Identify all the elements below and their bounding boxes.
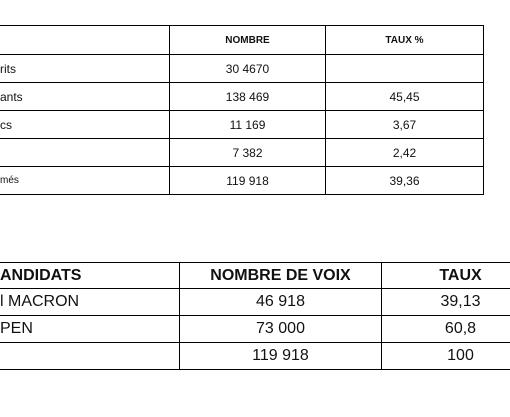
row-label: rits [0,55,170,83]
table-row [0,167,484,195]
table-row [0,55,484,83]
row-taux: 45,45 [326,83,484,111]
table-row [0,316,510,343]
row-label: més [0,167,170,195]
table-row [0,289,510,316]
row-taux [326,55,484,83]
row-nombre: 119 918 [170,167,326,195]
header-nombre-de-voix: NOMBRE DE VOIX [180,263,382,289]
candidates-table [0,262,510,370]
row-taux: 2,42 [326,139,484,167]
candidate-taux: 60,8 [382,316,510,343]
candidate-voix: 46 918 [180,289,382,316]
row-label [0,139,170,167]
row-nombre: 138 469 [170,83,326,111]
participation-table [0,25,484,195]
candidate-name: l MACRON [0,289,180,316]
header-taux: TAUX [382,263,510,289]
candidate-voix: 73 000 [180,316,382,343]
total-voix: 119 918 [180,343,382,370]
row-label: ants [0,83,170,111]
header-row [0,263,510,289]
table-row [0,83,484,111]
header-candidats: ANDIDATS [0,263,180,289]
table-row [0,139,484,167]
header-nombre: NOMBRE [170,26,326,55]
row-taux: 39,36 [326,167,484,195]
total-label [0,343,180,370]
row-label: cs [0,111,170,139]
candidate-taux: 39,13 [382,289,510,316]
header-label-cell [0,26,170,55]
row-taux: 3,67 [326,111,484,139]
header-taux: TAUX % [326,26,484,55]
header-row [0,26,484,55]
table-row [0,111,484,139]
row-nombre: 11 169 [170,111,326,139]
total-row [0,343,510,370]
total-taux: 100 [382,343,510,370]
row-nombre: 7 382 [170,139,326,167]
candidate-name: PEN [0,316,180,343]
row-nombre: 30 4670 [170,55,326,83]
